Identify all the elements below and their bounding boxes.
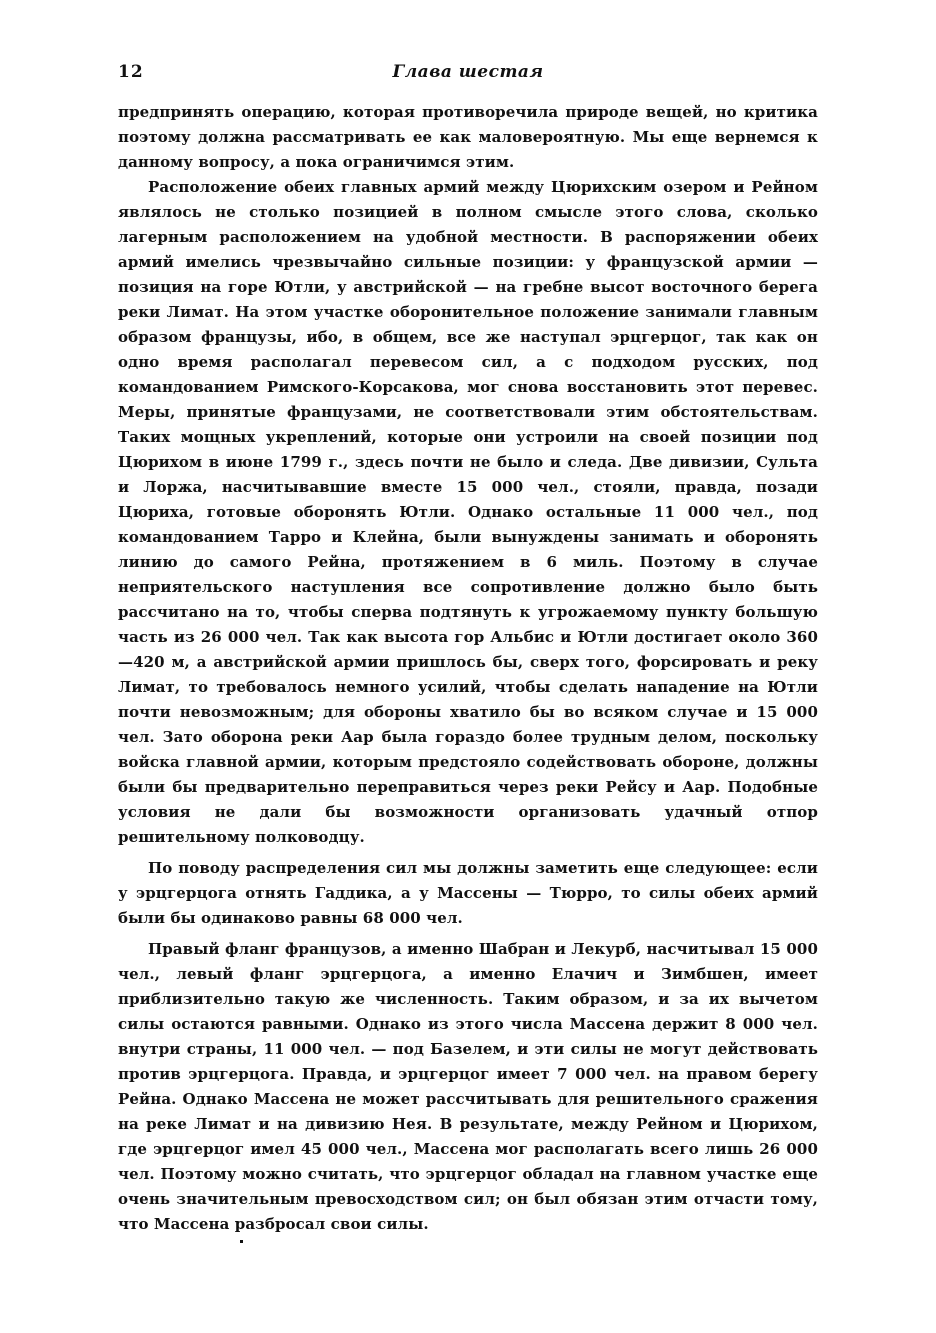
paragraph-right-flank: Правый фланг французов, а именно Шабран и Лекурб, насчитывал 15 000 чел., левый фланг эрцгерцога, а именно Елачич и Зимбшен, имеет приблизительно такую же численность. Таким образом, и за их вычетом силы остаются равными. Однако из этого числа Массена держит 8 000 чел. внутри страны, 11 000 чел. — под Базелем, и эти силы не могут действовать против эрцгерцога. Правда, и эрцгерцог имеет 7 000 чел. на правом берегу Рейна. Однако Массена не может рассчитывать для решительного сражения на реке Лимат и на дивизию Нея. В результате, между Рейном и Цюрихом, где эрцгерцог имел 45 000 чел., Массена мог располагать всего лишь 26 000 чел. Поэтому можно считать, что эрцгерцог обладал на главном участке еще очень значительным превосходством сил; он был обязан этим отчасти тому, что Массена разбросал свои силы. [118,940,818,1233]
paragraph-continuation: предпринять операцию, которая противоречила природе вещей, но критика поэтому должна рассматривать ее как маловероятную. Мы еще вернемся к данному вопросу, а пока ограничимся этим. [118,103,818,171]
paragraph-force-distribution: По поводу распределения сил мы должны заметить еще следующее: если у эрцгерцога отнять Гаддика, а у Массены — Тюрро, то силы обеих армий были бы одинаково равны 68 000 чел. [118,859,818,927]
body-text [118,100,818,1237]
paragraph-armies-position: Расположение обеих главных армий между Цюрихским озером и Рейном являлось не столько позицией в полном смысле этого слова, сколько лагерным расположением на удобной местности. В распоряжении обеих армий имелись чрезвычайно сильные позиции: у французской армии — позиция на горе Ютли, у австрийской — на гребне высот восточного берега реки Лимат. На этом участке оборонительное положение занимали главным образом французы, ибо, в общем, все же наступал эрцгерцог, так как он одно время располагал перевесом сил, а с подходом русских, под командованием Римского-Корсакова, мог снова восстановить этот перевес. Меры, принятые французами, не соответствовали этим обстоятельствам. Таких мощных укреплений, которые они устроили на своей позиции под Цюрихом в июне 1799 г., здесь почти не было и следа. Две дивизии, Сульта и Лоржа, насчитывавшие вместе 15 000 чел., стояли, правда, позади Цюриха, готовые оборонять Ютли. Однако остальные 11 000 чел., под командованием Тарро и Клейна, были вынуждены занимать и оборонять линию до самого Рейна, протяжением в 6 миль. Поэтому в случае неприятельского наступления все сопротивление должно было быть рассчитано на то, чтобы сперва подтянуть к угрожаемому пункту большую часть из 26 000 чел. Так как высота гор Альбис и Ютли достигает около 360—420 м, а австрийской армии пришлось бы, сверх того, форсировать и реку Лимат, то требовалось немного усилий, чтобы сделать нападение на Ютли почти невозможным; для обороны хватило бы во всяком случае и 15 000 чел. Зато оборона реки Аар была гораздо более трудным делом, поскольку войска главной армии, которым предстояло содействовать обороне, должны были бы предварительно переправиться через реки Рейсу и Аар. Подобные условия не дали бы возможности организовать удачный отпор решительному полководцу. [118,178,818,846]
page-number: 12 [118,62,144,82]
page-header [118,62,818,92]
print-speck [240,1240,243,1243]
chapter-title: Глава шестая [392,62,544,82]
